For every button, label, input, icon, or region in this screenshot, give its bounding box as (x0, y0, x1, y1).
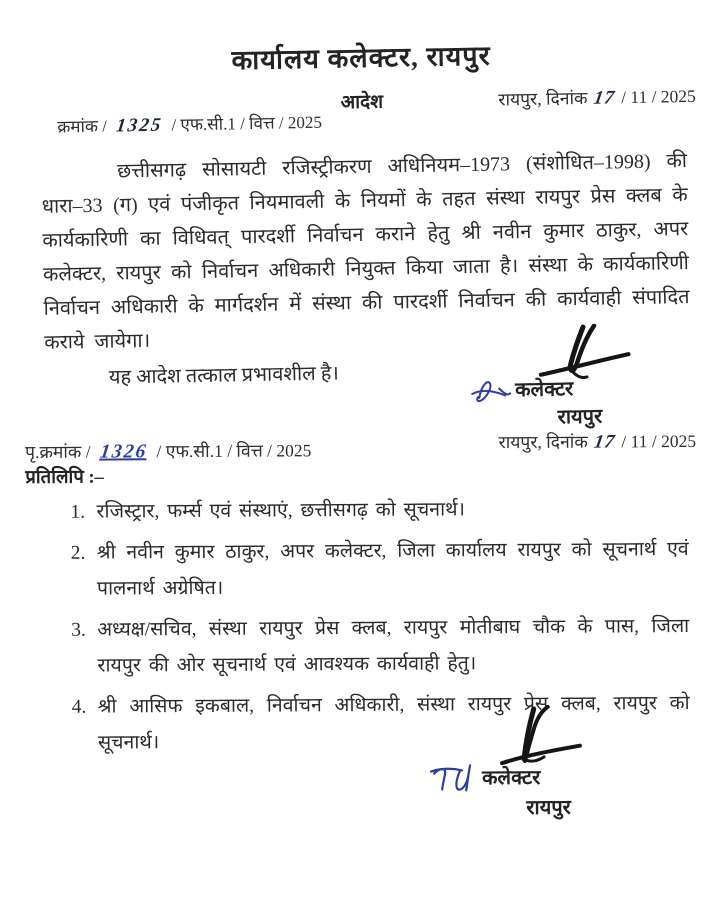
order-reference-line (57, 110, 322, 139)
signatory-place: रायपुर (557, 405, 603, 429)
signature-block-top (468, 322, 670, 431)
office-title: कार्यालय कलेक्टर, रायपुर (231, 40, 491, 76)
list-item-text: श्री नवीन कुमार ठाकुर, अपर कलेक्टर, जिला कार्यालय रायपुर को सूचनार्थ एवं पालनार्थ अग्रेषित। (96, 538, 689, 600)
list-item-number: 1. (70, 501, 86, 523)
order-date-day-handwritten: 17 (592, 87, 617, 109)
order-date-prefix: रायपुर, दिनांक (498, 87, 588, 110)
endorsement-section (0, 426, 720, 819)
signatory-designation: कलेक्टर (482, 766, 541, 789)
list-item-number: 4. (71, 696, 87, 718)
endorsement-date-line (498, 429, 696, 454)
copy-to-heading: प्रतिलिपि :– (25, 467, 104, 489)
endorsement-reference-line (25, 438, 311, 464)
signature-block-bottom (430, 704, 631, 820)
initials-icon (469, 373, 512, 404)
signatory-place: रायपुर (526, 796, 571, 819)
list-item (70, 491, 688, 531)
endorsement-ref-number-handwritten: 1326 (98, 441, 149, 463)
list-item (71, 609, 689, 685)
order-date-suffix: / 11 / 2025 (620, 85, 696, 108)
order-body-paragraph: छत्तीसगढ़ सोसायटी रजिस्ट्रीकरण अधिनियम–1973 (संशोधित–1998) की धारा–33 (ग) एवं पंजीकृत नियमावली के नियमों के तहत संस्था रायपुर प्रेस क्लब के कार्यकारिणी का विधिवत् पारदर्शी निर्वाचन कराने हेतु श्री नवीन कुमार ठाकुर, अपर कलेक्टर, रायपुर को निर्वाचन अधिकारी नियुक्त किया जाता है। संस्था के कार्यकारिणी निर्वाचन अधिकारी के मार्गदर्शन में संस्था की पारदर्शी निर्वाचन की कार्यवाही संपादित कराये जायेगा। (41, 150, 690, 354)
initials-icon (430, 759, 478, 793)
endorsement-date-prefix: रायपुर, दिनांक (498, 431, 588, 453)
list-item-number: 2. (70, 542, 86, 564)
endorsement-ref-prefix: पृ.क्रमांक / (25, 441, 91, 463)
endorsement-date-suffix: / 11 / 2025 (621, 430, 697, 452)
endorsement-ref-suffix: / एफ.सी.1 / वित्त / 2025 (156, 440, 312, 462)
list-item-text: रजिस्ट्रार, फर्म्स एवं संस्थाएं, छत्तीसगढ़ को सूचनार्थ। (96, 499, 466, 523)
list-item-number: 3. (71, 619, 86, 641)
list-item-text: श्री आसिफ इकबाल, निर्वाचन अधिकारी, संस्था रायपुर प्रेस क्लब, रायपुर को सूचनार्थ। (97, 692, 690, 754)
list-item (71, 532, 689, 608)
endorsement-date-day-handwritten: 17 (592, 431, 617, 453)
order-ref-prefix: क्रमांक / (57, 116, 108, 137)
order-heading: आदेश (340, 91, 384, 114)
order-section (0, 0, 720, 429)
order-ref-number-handwritten: 1325 (114, 114, 164, 137)
signatory-designation: कलेक्टर (514, 377, 574, 401)
order-date-line (498, 84, 696, 112)
order-ref-suffix: / एफ.सी.1 / वित्त / 2025 (171, 112, 323, 135)
list-item-text: अध्यक्ष/सचिव, संस्था रायपुर प्रेस क्लब, रायपुर मोतीबाघ चौक के पास, जिला रायपुर की ओर सूचनार्थ एवं आवश्यक कार्यवाही हेतु। (97, 615, 690, 677)
order-effective-line: यह आदेश तत्काल प्रभावशील है। (108, 362, 340, 389)
